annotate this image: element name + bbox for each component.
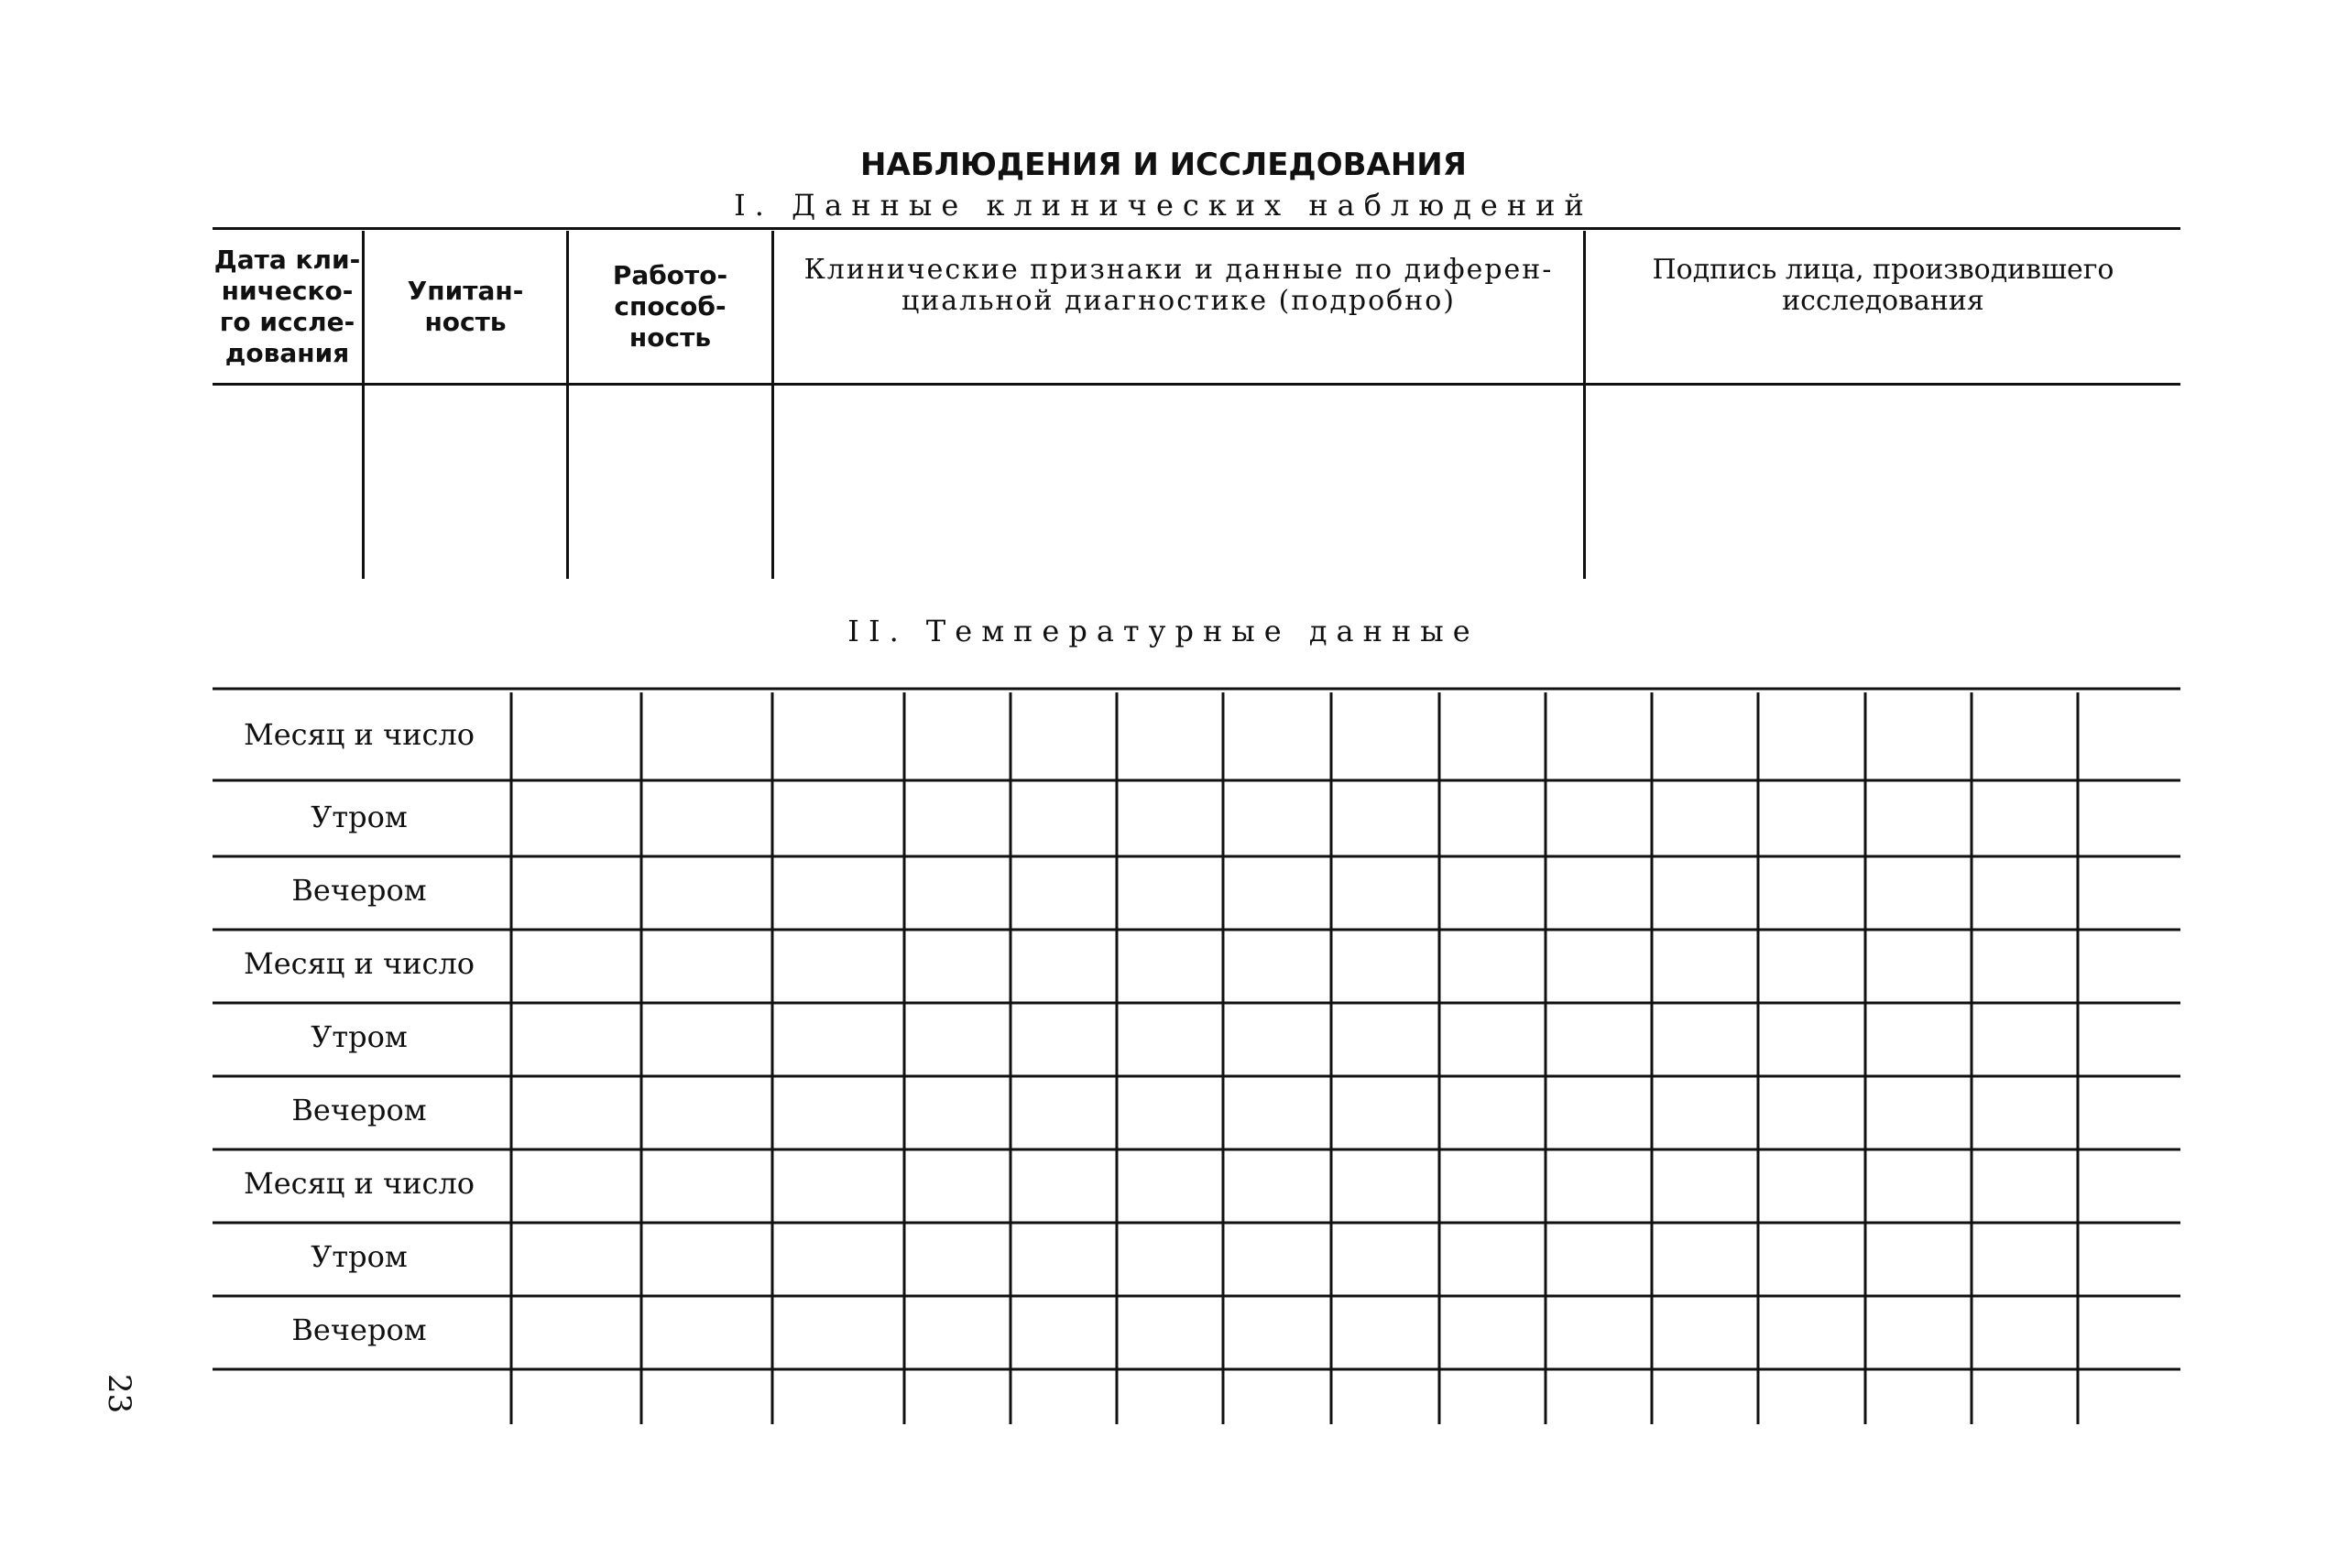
row-label-evening: Вечером [291, 1312, 427, 1347]
row-label-morning: Утром [311, 800, 408, 834]
col-header-date-text: Дата кли- ническо- го иссле- дования [213, 245, 361, 368]
page-title: НАБЛЮДЕНИЯ И ИССЛЕДОВАНИЯ [860, 147, 1467, 183]
col-header-signature-text: Подпись лица, производившего исследования [1652, 254, 2114, 317]
col-header-workability-text: Работо- способ- ность [612, 260, 728, 353]
row-label-date: Месяц и число [243, 946, 475, 981]
col-header-clinical-signs-text: Клинические признаки и данные по диферен- циальной диагностике (подробно) [803, 254, 1554, 317]
row-label-morning: Утром [311, 1239, 408, 1274]
page-number: 23 [101, 1374, 137, 1414]
row-label-date: Месяц и число [243, 717, 475, 752]
row-label-morning: Утром [311, 1019, 408, 1054]
row-label-date: Месяц и число [243, 1166, 475, 1201]
row-label-evening: Вечером [291, 873, 427, 908]
col-header-nutrition-text: Упитан- ность [407, 276, 524, 337]
row-label-evening: Вечером [291, 1093, 427, 1127]
section1-heading: I. Данные клинических наблюдений [734, 188, 1593, 223]
section2-heading: II. Температурные данные [847, 614, 1480, 648]
